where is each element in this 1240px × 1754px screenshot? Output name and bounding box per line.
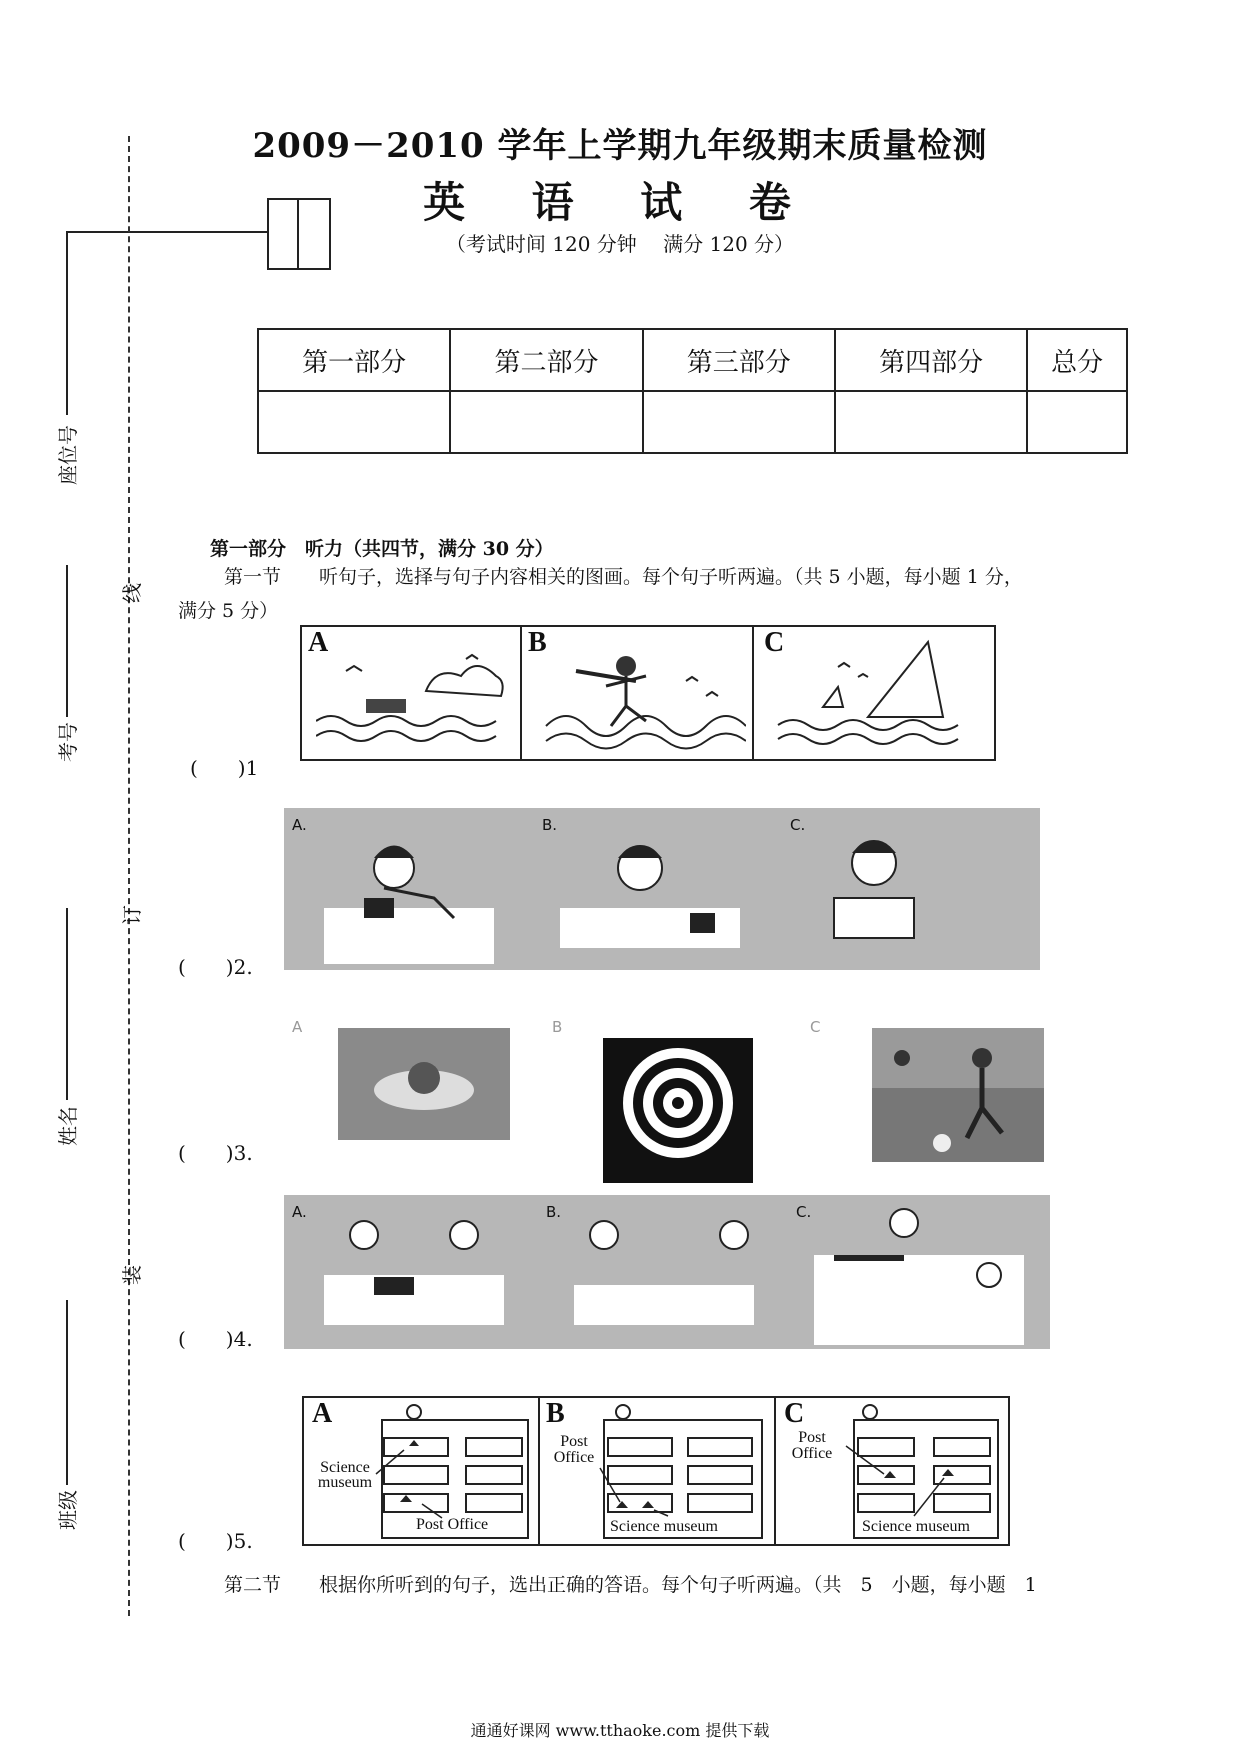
q1-picture-row [300,625,1000,761]
section1-instruction-line2: 满分 5 分） [178,600,279,622]
swimmer-icon [338,1028,510,1140]
q5c-science-museum-label: Science museum [862,1518,970,1535]
q3-option-c-label: C [810,1018,821,1036]
score-header-part4: 第四部分 [835,329,1027,391]
section1-instruction-line1: 第一节 听句子，选择与句子内容相关的图画。每个句子听两遍。（共 5 小题，每小题 1 分， [224,566,1023,588]
boy-thinking-icon[interactable] [550,828,760,964]
q5c-post-office-label: Post Office [791,1429,833,1462]
football-players-icon [872,1028,1044,1162]
exam-title: 2009－2010 学年上学期九年级期末质量检测 [252,126,988,166]
name-label: 姓名 [56,1106,80,1146]
binding-mark-line: 线 [120,583,144,603]
q5-option-a-label: A [312,1398,333,1429]
q3-option-b-label: B [552,1018,563,1036]
score-header-total: 总分 [1027,329,1127,391]
binding-mark-order: 订 [120,905,144,925]
sailboat-icon [768,637,988,753]
q5-option-c-label: C [784,1398,805,1429]
q1-option-b[interactable] [520,625,758,761]
q4-option-a-label: A. [292,1203,307,1221]
q4-option-b-label: B. [546,1203,562,1221]
q4-picture-strip [284,1195,1050,1349]
score-cell-part2[interactable] [450,391,642,453]
q5-option-b[interactable] [538,1398,776,1544]
q2-answer-blank[interactable]: ( )2. [178,955,253,979]
q3-answer-blank[interactable]: ( )3. [178,1141,253,1165]
q2-option-a-label: A. [292,816,307,834]
seat-number-label: 座位号 [56,425,80,485]
q2-option-b-label: B. [542,816,558,834]
score-header-part3: 第三部分 [643,329,835,391]
exam-number-field[interactable] [66,565,68,717]
score-cell-total[interactable] [1027,391,1127,453]
q1-answer-blank[interactable]: ( )1 [190,756,259,780]
seat-number-field[interactable] [66,301,68,415]
q5b-post-office-label: Post Office [553,1433,595,1466]
exam-number-label: 考号 [56,722,80,762]
binding-mark-bind: 装 [120,1265,144,1285]
class-label: 班级 [56,1490,80,1530]
dartboard-icon [598,1028,758,1188]
q5-option-a[interactable] [304,1398,540,1544]
boys-moving-table-icon[interactable] [554,1215,774,1345]
q1-option-b-label: B [528,627,547,658]
q2-picture-strip [284,808,1040,970]
boy-with-radio-icon[interactable] [304,828,514,964]
q5a-post-office-label: Post Office [416,1516,489,1533]
q3-option-c-football-photo[interactable] [872,1028,1044,1162]
seal-connector-vertical [66,231,68,301]
q5-option-b-label: B [546,1398,565,1429]
q3-option-a-swimming-photo[interactable] [338,1028,510,1140]
surfer-icon [536,641,746,751]
boy-reading-icon[interactable] [784,828,994,964]
score-cell-part1[interactable] [258,391,450,453]
score-cell-part4[interactable] [835,391,1027,453]
exam-subject: 英 语 试 卷 [423,178,817,227]
exam-meta: （考试时间 120 分钟 满分 120 分） [445,232,795,256]
q5-map-row [302,1396,1010,1546]
q5-option-c[interactable] [774,1398,1006,1544]
q1-option-c-label: C [764,627,785,658]
seal-connector [66,231,267,233]
footer-source: 通通好课网 www.tthaoke.com 提供下载 [470,1721,770,1740]
score-cell-part3[interactable] [643,391,835,453]
score-header-part1: 第一部分 [258,329,450,391]
q4-option-c-label: C. [796,1203,812,1221]
score-header-part2: 第二部分 [450,329,642,391]
part1-heading: 第一部分 听力（共四节，满分 30 分） [210,538,554,560]
name-field[interactable] [66,908,68,1100]
q1-option-a-label: A [308,627,329,658]
sea-wave-icon [316,651,512,751]
section2-instruction: 第二节 根据你所听到的句子，选出正确的答语。每个句子听两遍。（共 5 小题，每小题 1 [224,1574,1037,1596]
q3-option-a-label: A [292,1018,303,1036]
class-field[interactable] [66,1300,68,1485]
q1-option-a[interactable] [300,625,526,761]
score-table [257,328,1128,454]
q3-picture-row [290,1012,1060,1182]
q5b-science-museum-label: Science museum [610,1518,718,1535]
q2-option-c-label: C. [790,816,806,834]
boys-at-table-icon[interactable] [304,1215,524,1345]
seal-box [267,198,331,270]
q4-answer-blank[interactable]: ( )4. [178,1327,253,1351]
q5a-science-museum-label: Science museum [317,1459,373,1491]
q5-answer-blank[interactable]: ( )5. [178,1529,253,1553]
q1-option-c[interactable] [752,625,996,761]
binding-line [128,136,130,1616]
girl-and-boy-icon[interactable] [804,1205,1034,1345]
q3-option-b-dartboard[interactable] [598,1028,758,1188]
